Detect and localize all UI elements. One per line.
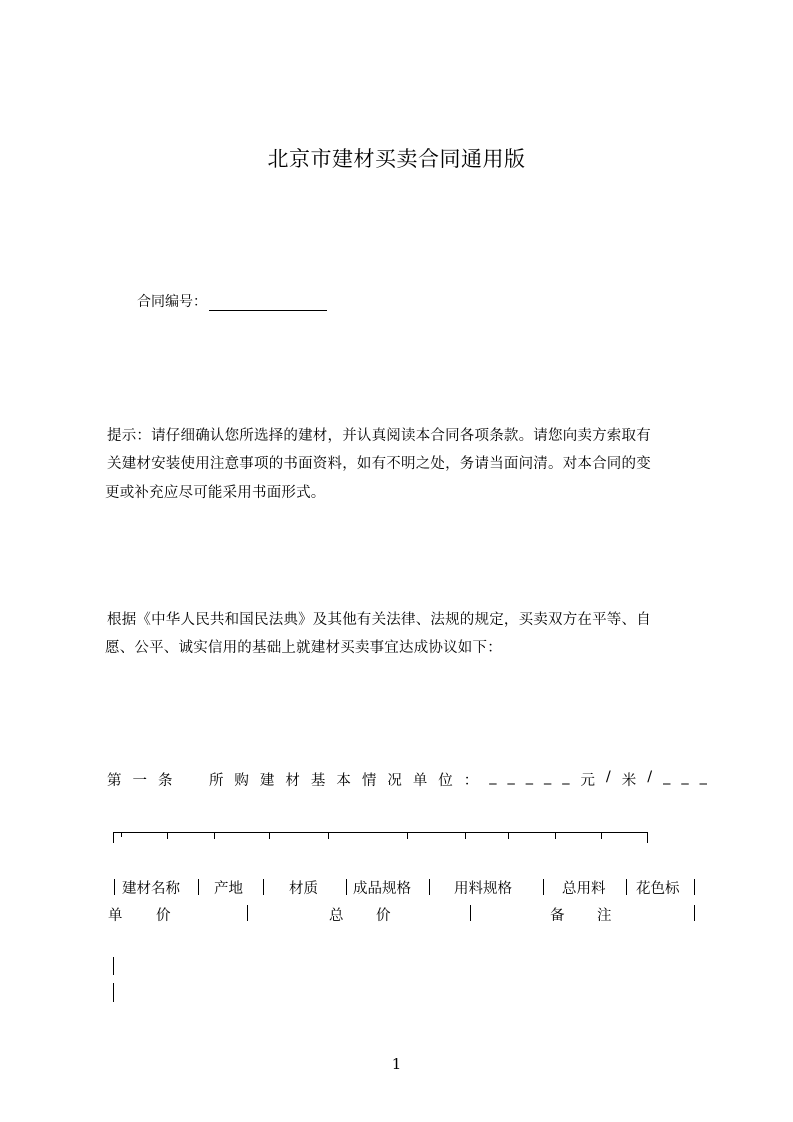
basis-line: 愿、公平、诚实信用的基础上就建材买卖事宜达成协议如下： xyxy=(105,640,502,656)
tip-line: 更或补充应尽可能采用书面形式。 xyxy=(105,485,326,501)
article-char: 况 xyxy=(387,773,402,789)
header-cell: 单 xyxy=(108,908,123,924)
article-char: _ xyxy=(507,769,515,785)
article-char: 米 xyxy=(621,773,637,789)
article-char: _ xyxy=(562,769,570,785)
article-char: 元 xyxy=(580,773,595,789)
article-char: ： xyxy=(463,773,479,789)
article-char: _ xyxy=(525,769,533,785)
column-divider xyxy=(114,879,115,895)
column-divider xyxy=(694,905,695,921)
header-cell: 产地 xyxy=(214,881,243,897)
header-cell: 材质 xyxy=(289,881,318,897)
header-cell: 价 xyxy=(156,908,171,924)
column-divider xyxy=(694,879,695,895)
table-header-row-2 xyxy=(108,904,700,924)
article-char: _ xyxy=(681,769,689,785)
header-cell: 价 xyxy=(376,908,391,924)
article-char: 位 xyxy=(438,773,453,789)
article-char: / xyxy=(605,769,611,785)
article-char: 材 xyxy=(285,773,300,789)
column-divider xyxy=(429,879,430,895)
contract-number-line xyxy=(137,291,327,311)
article-char: 情 xyxy=(361,773,377,789)
article-char: _ xyxy=(543,769,552,785)
article-char: 所 xyxy=(208,773,224,789)
column-divider xyxy=(346,879,347,895)
contract-number-blank[interactable] xyxy=(209,296,327,311)
page-number: 1 xyxy=(391,1055,402,1073)
article-char: 建 xyxy=(259,773,275,789)
table-header-row-1 xyxy=(108,877,700,897)
table-row-divider xyxy=(113,983,114,1002)
tip-line: 提示：请仔细确认您所选择的建材，并认真阅读本合同各项条款。请您向卖方索取有 xyxy=(107,428,651,444)
contract-number-label: 合同编号： xyxy=(137,294,207,310)
table-top-border xyxy=(113,831,648,843)
article-char: 单 xyxy=(412,773,428,789)
header-cell: 用料规格 xyxy=(454,881,512,897)
column-divider xyxy=(470,905,471,921)
column-divider xyxy=(247,905,248,921)
header-cell: 注 xyxy=(597,908,612,924)
header-cell: 成品规格 xyxy=(353,881,411,897)
header-cell: 建材名称 xyxy=(122,881,180,897)
tip-line: 关建材安装使用注意事项的书面资料，如有不明之处，务请当面问清。对本合同的变 xyxy=(107,456,651,472)
article-1-heading xyxy=(107,769,707,790)
header-cell: 备 xyxy=(550,908,565,924)
article-char: 一 xyxy=(132,773,147,789)
article-char: _ xyxy=(489,769,497,785)
article-char: 条 xyxy=(157,773,173,789)
article-char: _ xyxy=(663,769,671,785)
article-char: _ xyxy=(699,769,707,785)
document-title: 北京市建材买卖合同通用版 xyxy=(267,147,526,171)
header-cell: 总用料 xyxy=(562,881,606,897)
header-cell: 花色标 xyxy=(636,881,680,897)
column-divider xyxy=(626,879,627,895)
article-char: 购 xyxy=(234,773,249,789)
article-char: 本 xyxy=(336,773,351,789)
article-char: 第 xyxy=(107,773,122,789)
article-char: / xyxy=(647,769,653,785)
column-divider xyxy=(198,879,199,895)
article-char xyxy=(183,769,198,790)
column-divider xyxy=(263,879,264,895)
column-divider xyxy=(543,879,544,895)
basis-line: 根据《中华人民共和国民法典》及其他有关法律、法规的规定，买卖双方在平等、自 xyxy=(107,612,651,628)
header-cell: 总 xyxy=(329,908,344,924)
article-char: 基 xyxy=(310,773,326,789)
table-row-divider xyxy=(113,957,114,975)
